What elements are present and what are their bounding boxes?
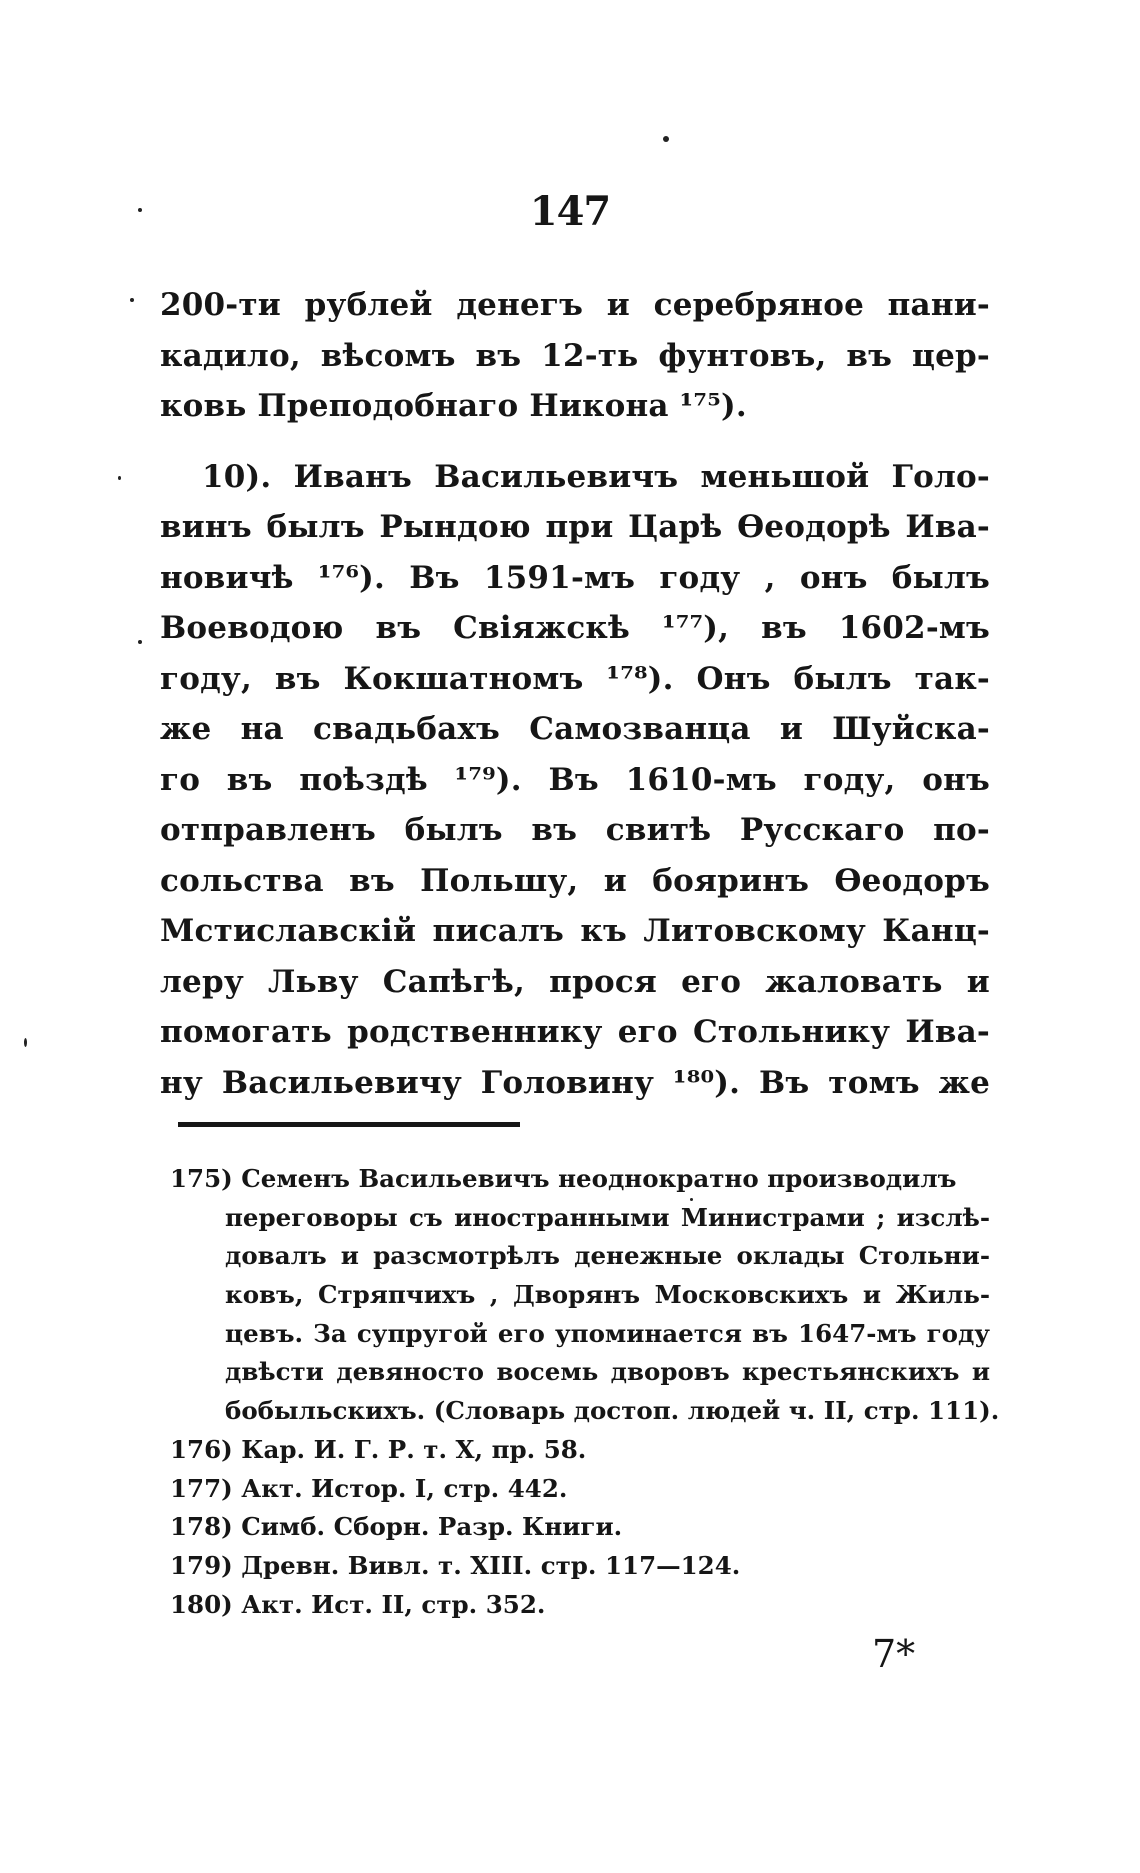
text-line: 200-ти рублей денегъ и серебряное пани- [160,287,990,323]
footnote-line: 178) Симб. Сборн. Разр. Книги. [170,1512,623,1542]
scan-speck [118,476,121,480]
scan-speck [138,208,142,212]
footnote-line: ковъ, Стряпчихъ , Дворянъ Московскихъ и Жиль- [225,1280,990,1310]
text-line: отправленъ былъ въ свитѣ Русскаго по- [160,812,990,848]
footnote-line: 176) Кар. И. Г. Р. т. X, пр. 58. [170,1434,587,1464]
footnote-line: 177) Акт. Истор. I, стр. 442. [170,1473,568,1503]
main-text [160,280,990,1108]
footnote-line: 179) Древн. Вивл. т. XIII. стр. 117—124. [170,1550,741,1580]
text-line: винъ былъ Рындою при Царѣ Ѳеодорѣ Ива- [160,509,990,545]
scan-speck [690,1198,693,1201]
text-line: новичѣ ¹⁷⁶). Въ 1591-мъ году , онъ былъ [160,559,990,596]
text-line: ну Васильевичу Головину ¹⁸⁰). Въ томъ же [160,1064,990,1101]
text-line: сольства въ Польшу, и бояринъ Ѳеодоръ [160,862,990,899]
scan-speck [663,136,669,142]
text-line: помогать родственнику его Стольнику Ива- [160,1014,990,1050]
footnote-line: цевъ. За супругой его упоминается въ 1647-мъ году [225,1318,990,1348]
text-line: леру Льву Сапѣгѣ, прося его жаловать и [160,963,990,1000]
text-line: Воеводою въ Свіяжскѣ ¹⁷⁷), въ 1602-мъ [160,610,990,646]
footnote-line: довалъ и разсмотрѣлъ денежные оклады Стольни- [225,1241,990,1271]
footnote-line: 175) Семенъ Васильевичъ неоднократно производилъ [170,1164,957,1193]
footnote-divider [178,1122,520,1127]
scan-speck [138,640,142,644]
text-line: кадило, вѣсомъ въ 12-ть фунтовъ, въ цер- [160,337,990,374]
text-line: году, въ Кокшатномъ ¹⁷⁸). Онъ былъ так- [160,660,990,697]
text-line: ковь Преподобнаго Никона ¹⁷⁵). [160,388,747,424]
footnote-line: переговоры съ иностранными Министрами ; изслѣ- [225,1202,990,1232]
footnote-line: бобыльскихъ. (Словарь достоп. людей ч. II, стр. 111). [225,1396,1000,1426]
footnote-line: двѣсти девяносто восемь дворовъ крестьянскихъ и [225,1357,990,1387]
text-line: 10). Иванъ Васильевичъ меньшой Голо- [202,458,990,495]
text-line: Мстиславскій писалъ къ Литовскому Канц- [160,913,990,949]
page-number: 147 [529,188,611,235]
text-line: же на свадьбахъ Самозванца и Шуйска- [160,711,990,747]
text-line: го въ поѣздѣ ¹⁷⁹). Въ 1610-мъ году, онъ [160,761,990,798]
footnotes [170,1160,1000,1624]
footnote-line: 180) Акт. Ист. II, стр. 352. [170,1589,546,1619]
signature-mark: 7* [872,1632,916,1676]
scan-speck [24,1038,27,1047]
scan-speck [130,298,134,302]
